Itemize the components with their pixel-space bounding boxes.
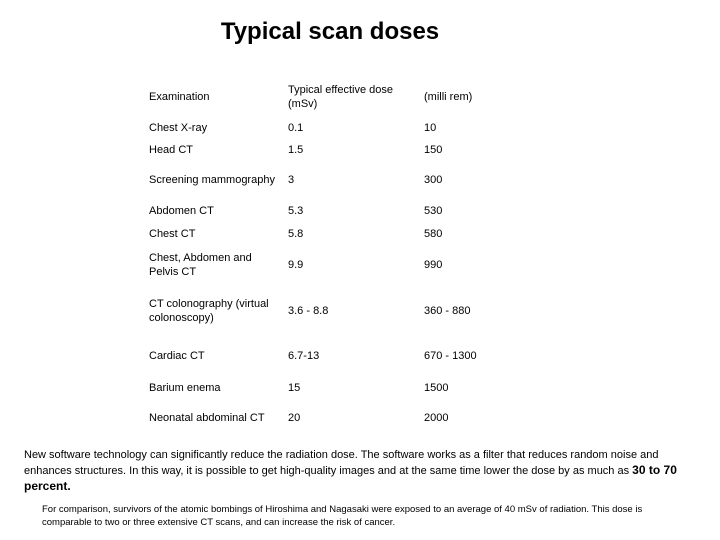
exam-cell: CT colonography (virtual colonoscopy) (149, 298, 269, 324)
exam-cell: Abdomen CT (149, 205, 214, 217)
dose-mrem-cell: 670 - 1300 (424, 350, 477, 362)
table-header-row (143, 77, 540, 117)
table-row (143, 285, 540, 337)
paragraph-text: New software technology can significantly reduce the radiation dose. The software works as a filter that reduces random noise and enhances structures. In this way, it is possible to get high-quality images and at the same time lower the dose by as much as (24, 449, 659, 477)
dose-mrem-cell: 2000 (424, 412, 449, 424)
table-row (143, 245, 540, 285)
dose-mrem-cell: 1500 (424, 382, 449, 394)
table-row (143, 337, 540, 375)
dose-msv-cell: 5.8 (288, 228, 304, 240)
exam-cell: Screening mammography (149, 174, 275, 186)
table-row (143, 117, 540, 139)
table-row (143, 139, 540, 161)
paragraph-highlight: 30 to 70 percent (24, 463, 677, 493)
dose-mrem-cell: 150 (424, 144, 443, 156)
table-row (143, 161, 540, 199)
dose-mrem-cell: 300 (424, 174, 443, 186)
software-paragraph (24, 448, 694, 495)
dose-msv-cell: 9.9 (288, 259, 304, 271)
dose-msv-cell: 3 (288, 174, 295, 186)
dose-msv-cell: 20 (288, 412, 301, 424)
exam-cell: Chest, Abdomen and Pelvis CT (149, 252, 252, 278)
dose-mrem-cell: 530 (424, 205, 443, 217)
exam-cell: Chest X-ray (149, 122, 208, 134)
header-examination: Examination (149, 91, 210, 103)
dose-msv-cell: 0.1 (288, 122, 304, 134)
exam-cell: Barium enema (149, 382, 221, 394)
exam-cell: Cardiac CT (149, 350, 205, 362)
exam-cell: Head CT (149, 144, 194, 156)
dose-msv-cell: 3.6 - 8.8 (288, 305, 329, 317)
table-row (143, 223, 540, 245)
header-milli-rem: (milli rem) (424, 91, 473, 103)
dose-msv-cell: 1.5 (288, 144, 304, 156)
dose-mrem-cell: 10 (424, 122, 437, 134)
header-effective-dose: Typical effective dose (mSv) (288, 84, 393, 110)
dose-mrem-cell: 990 (424, 259, 443, 271)
comparison-note: For comparison, survivors of the atomic bombings of Hiroshima and Nagasaki were exposed to an average of 40 mSv of radiation. This dose is comparable to two or three extensive CT scans, and can increase the risk of cancer. (42, 504, 643, 528)
page-title: Typical scan doses (220, 18, 440, 45)
table-row (143, 375, 540, 401)
paragraph-end: . (67, 479, 71, 493)
exam-cell: Neonatal abdominal CT (149, 412, 265, 424)
dose-msv-cell: 15 (288, 382, 301, 394)
dose-msv-cell: 5.3 (288, 205, 304, 217)
table-row (143, 401, 540, 435)
dose-msv-cell: 6.7-13 (288, 350, 320, 362)
table-row (143, 199, 540, 223)
dose-mrem-cell: 580 (424, 228, 443, 240)
exam-cell: Chest CT (149, 228, 196, 240)
dose-table (143, 77, 540, 435)
dose-mrem-cell: 360 - 880 (424, 305, 471, 317)
